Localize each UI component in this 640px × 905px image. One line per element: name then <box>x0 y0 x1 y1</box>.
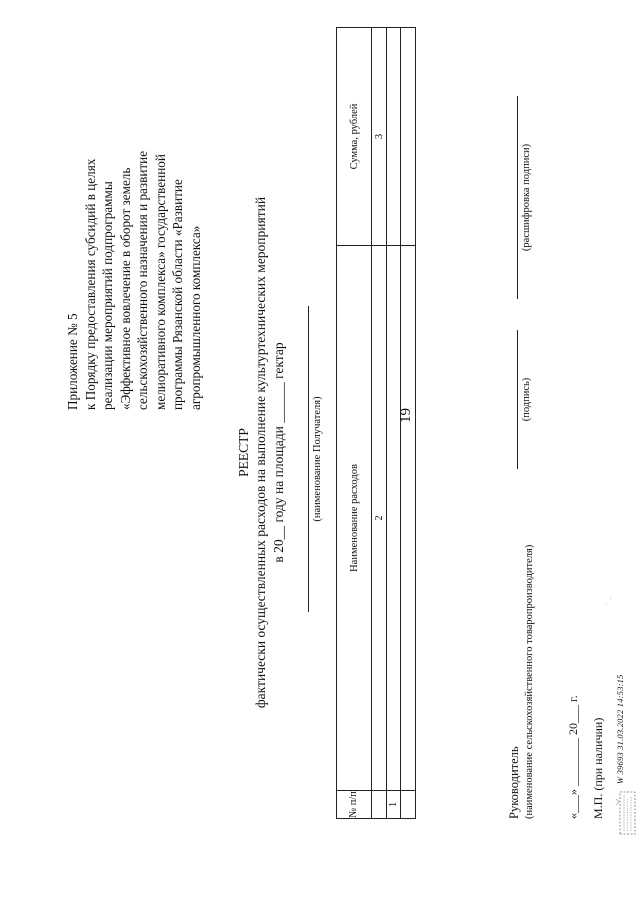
appendix-line: мелиоративного комплекса» государственной <box>152 154 168 410</box>
row-sum <box>401 28 416 246</box>
appendix-note <box>64 151 204 410</box>
document-id: W 39693 31.03.2022 14:53:15 <box>615 674 625 784</box>
appendix-line: программы Рязанской области «Развитие <box>170 179 185 410</box>
appendix-line: реализации мероприятий подпрограммы <box>100 181 115 410</box>
column-number-no <box>372 791 387 819</box>
register-title: РЕЕСТР <box>236 428 251 477</box>
table-row <box>401 28 416 819</box>
row-no <box>401 791 416 819</box>
head-label: Руководитель <box>507 746 521 819</box>
table-header-row <box>337 28 372 819</box>
register-year-line: в 20__ году на площади ______ гектар <box>271 342 286 563</box>
appendix-line: Приложение № 5 <box>65 313 80 410</box>
page-number: 19 <box>398 408 414 423</box>
appendix-line: сельскохозяйственного назначения и развитие <box>135 150 150 410</box>
scan-speck <box>606 604 607 605</box>
row-no: 1 <box>387 791 401 819</box>
appendix-line: агропромышленного комплекса» <box>187 225 203 410</box>
signature-underline <box>517 330 518 469</box>
column-number-row <box>372 28 387 819</box>
header-name: Наименование расходов <box>337 246 372 791</box>
recipient-underline <box>308 306 309 612</box>
row-sum <box>387 28 401 246</box>
column-number-name: 2 <box>372 246 387 791</box>
signature-caption: (подпись) <box>521 377 532 422</box>
decode-caption: (расшифровка подписи) <box>521 143 532 252</box>
table-row <box>387 28 401 819</box>
row-name <box>401 246 416 791</box>
recipient-caption: (наименование Получателя) <box>312 396 323 522</box>
stamp-icon <box>614 790 638 835</box>
row-name <box>387 246 401 791</box>
scan-speck <box>610 598 611 599</box>
stamp-label: М.П. (при наличии) <box>591 717 605 819</box>
header-no: № п/п <box>337 791 372 819</box>
date-line: «___» ________ 20___ г. <box>566 695 580 819</box>
org-caption: (наименование сельскохозяйственного товаропроизводителя) <box>524 544 535 819</box>
decode-underline <box>517 96 518 299</box>
appendix-line: к Порядку предоставления субсидий в целях <box>82 158 98 410</box>
column-number-sum: 3 <box>372 28 387 246</box>
header-sum: Сумма, рублей <box>337 28 372 246</box>
appendix-line: «Эффективное вовлечение в оборот земель <box>117 167 133 410</box>
register-subtitle: фактически осуществленных расходов на выполнение культуртехнических мероприятий <box>253 196 268 709</box>
expense-table <box>336 27 416 819</box>
